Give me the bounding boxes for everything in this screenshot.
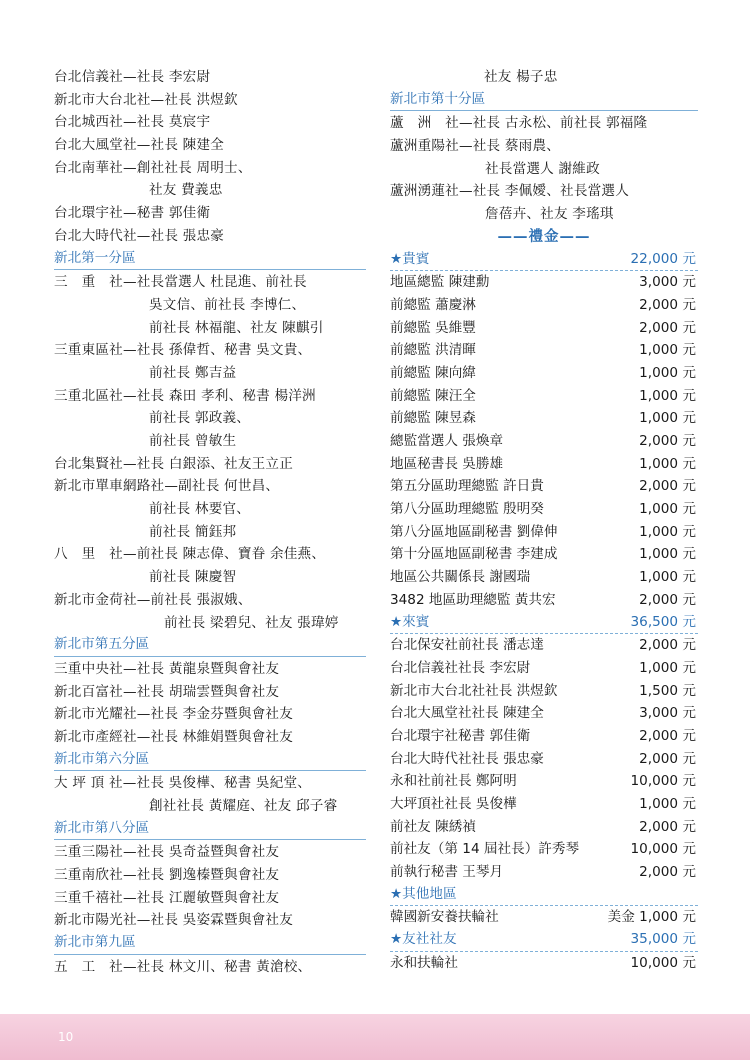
- donor-name: 前總監 陳昱森: [390, 410, 476, 427]
- gift-section-total: 36,500 元: [630, 613, 696, 630]
- donation-amount: 1,000 元: [639, 342, 696, 359]
- text-line: 前社長 簡鈺邦: [149, 523, 237, 540]
- gift-section-total: 22,000 元: [630, 250, 696, 267]
- donation-amount: 1,000 元: [639, 796, 696, 812]
- footer-band: [0, 1014, 750, 1060]
- donor-name: 地區總監 陳建勳: [390, 274, 490, 291]
- donation-row: [390, 543, 698, 566]
- text-line: 三重千禧社—社長 江麗敏暨與會社友: [54, 889, 280, 906]
- donor-name: 永和社前社長 鄭阿明: [390, 773, 517, 790]
- gift-section-heading: [390, 884, 698, 907]
- text-line: 新北市大台北社—社長 洪煜欽: [54, 91, 238, 108]
- donor-name: 永和扶輪社: [390, 954, 458, 971]
- donation-row: [390, 385, 698, 408]
- donation-amount: 2,000 元: [639, 591, 696, 608]
- gift-section-title: ★貴賓: [390, 250, 430, 267]
- donation-row: [390, 770, 698, 793]
- text-line: 新北市金荷社—前社長 張淑娥、: [54, 591, 252, 608]
- donation-amount: 1,000 元: [639, 410, 696, 427]
- donor-name: 前總監 蕭慶淋: [390, 296, 476, 313]
- gift-section-title: ★其他地區: [390, 885, 457, 902]
- text-line: 三重三陽社—社長 吳奇益暨與會社友: [54, 844, 280, 861]
- gift-section-heading: [390, 249, 698, 272]
- donation-row: [390, 430, 698, 453]
- donation-amount: 1,000 元: [639, 501, 696, 518]
- donation-row: [390, 838, 698, 861]
- donor-name: 台北大時代社社長 張忠豪: [390, 750, 544, 767]
- donation-amount: 1,000 元: [639, 523, 696, 540]
- page-number: 10: [58, 1030, 74, 1044]
- donation-amount: 2,000 元: [639, 750, 696, 767]
- text-line: 蘆 洲 社—社長 古永松、前社長 郭福隆: [390, 115, 648, 132]
- donor-name: 台北環宇社秘書 郭佳衛: [390, 727, 531, 744]
- text-line: 台北信義社—社長 李宏尉: [54, 69, 211, 85]
- text-line: 吳文信、前社長 李博仁、: [149, 296, 306, 313]
- donation-row: [390, 861, 698, 884]
- text-line: 前社長 鄭吉益: [149, 364, 237, 381]
- text-line: 五 工 社—社長 林文川、秘書 黃滄校、: [54, 958, 312, 975]
- donor-name: 前總監 陳向緯: [390, 364, 476, 381]
- text-line: 社友 楊子忠: [484, 69, 558, 85]
- donation-amount: 2,000 元: [639, 637, 696, 654]
- donation-row: [390, 498, 698, 521]
- donor-name: 前總監 陳汪全: [390, 387, 476, 404]
- donor-name: 3482 地區助理總監 黃共宏: [390, 591, 556, 608]
- gift-section-title: ★友社社友: [390, 931, 457, 948]
- donor-name: 第八分區地區副秘書 劉偉伸: [390, 523, 558, 540]
- donation-amount: 10,000 元: [630, 841, 696, 858]
- donation-row: [390, 453, 698, 476]
- donor-name: 韓國新安養扶輪社: [390, 909, 499, 926]
- text-line: 前社長 林福龍、社友 陳麒引: [149, 319, 324, 336]
- section-heading: 新北市第九區: [54, 932, 366, 955]
- donation-row: [390, 362, 698, 385]
- donation-amount: 10,000 元: [630, 954, 696, 971]
- donation-amount: 1,000 元: [639, 364, 696, 381]
- section-heading: 新北第一分區: [54, 248, 366, 271]
- text-line: 三重中央社—社長 黃龍泉暨與會社友: [54, 660, 280, 677]
- text-line: 新北市單車網路社—副社長 何世昌、: [54, 478, 280, 495]
- text-line: 台北城西社—社長 莫宸宇: [54, 114, 211, 131]
- text-line: 蘆洲重陽社—社長 蔡雨農、: [390, 138, 561, 155]
- gift-section-title: ★來賓: [390, 613, 430, 630]
- donation-amount: 3,000 元: [639, 705, 696, 722]
- donation-amount: 2,000 元: [639, 864, 696, 881]
- donation-amount: 10,000 元: [630, 773, 696, 790]
- text-line: 台北南華社—創社社長 周明士、: [54, 159, 252, 176]
- donation-row: [390, 793, 698, 816]
- text-line: 三 重 社—社長當選人 杜昆進、前社長: [54, 274, 307, 291]
- donation-amount: 2,000 元: [639, 296, 696, 313]
- donor-name: 地區秘書長 吳勝雄: [390, 455, 504, 472]
- donation-amount: 1,000 元: [639, 387, 696, 404]
- donation-row: [390, 906, 698, 929]
- text-line: 台北集賢社—社長 白銀添、社友王立正: [54, 455, 294, 472]
- text-line: 蘆洲湧蓮社—社長 李佩嬡、社長當選人: [390, 183, 630, 200]
- donation-amount: 3,000 元: [639, 274, 696, 291]
- donor-name: 前總監 吳維豐: [390, 319, 476, 336]
- donation-amount: 1,500 元: [639, 682, 696, 699]
- text-line: 新北市光耀社—社長 李金芬暨與會社友: [54, 706, 294, 723]
- donation-row: [390, 816, 698, 839]
- text-line: 三重東區社—社長 孫偉哲、秘書 吳文貴、: [54, 342, 312, 359]
- text-line: 前社長 曾敏生: [149, 433, 237, 449]
- text-line: 前社長 郭政義、: [149, 410, 251, 427]
- donation-row: [390, 748, 698, 771]
- section-heading: 新北市第六分區: [54, 749, 366, 772]
- text-line: 社長當選人 謝維政: [485, 160, 600, 177]
- donation-row: [390, 566, 698, 589]
- text-line: 大 坪 頂 社—社長 吳俊樺、秘書 吳紀堂、: [54, 775, 312, 792]
- donation-amount: 2,000 元: [639, 727, 696, 744]
- text-line: 創社社長 黃耀庭、社友 邱子睿: [149, 798, 338, 814]
- text-line: 前社長 陳慶智: [149, 569, 237, 586]
- donor-name: 大坪頂社社長 吳俊樺: [390, 796, 517, 812]
- donation-amount: 2,000 元: [639, 818, 696, 835]
- text-line: 社友 費義忠: [149, 182, 223, 199]
- donor-name: 前社友（第 14 屆社長）許秀琴: [390, 841, 580, 858]
- left-column: [54, 66, 366, 979]
- donation-row: [390, 475, 698, 498]
- gift-title: ——禮金——: [497, 228, 591, 245]
- donation-row: [390, 271, 698, 294]
- text-line: 新北市陽光社—社長 吳姿霖暨與會社友: [54, 912, 294, 929]
- donor-name: 第十分區地區副秘書 李建成: [390, 546, 558, 563]
- donor-name: 前總監 洪清暉: [390, 342, 476, 359]
- right-column: [390, 66, 698, 975]
- donor-name: 第八分區助理總監 殷明癸: [390, 501, 544, 518]
- donation-row: [390, 317, 698, 340]
- donor-name: 新北市大台北社社長 洪煜欽: [390, 682, 558, 699]
- text-line: 三重北區社—社長 森田 孝利、秘書 楊洋洲: [54, 387, 316, 404]
- text-line: 前社長 林要官、: [149, 501, 251, 518]
- donor-name: 總監當選人 張煥章: [390, 433, 504, 449]
- section-heading: 新北市第八分區: [54, 818, 366, 841]
- donation-amount: 2,000 元: [639, 433, 696, 449]
- donor-name: 第五分區助理總監 許日貴: [390, 478, 544, 495]
- text-line: 詹蓓卉、社友 李瑤琪: [485, 206, 614, 223]
- donation-row: [390, 702, 698, 725]
- donation-row: [390, 634, 698, 657]
- donation-row: [390, 725, 698, 748]
- text-line: 新北市產經社—社長 林維娟暨與會社友: [54, 728, 294, 745]
- donation-row: [390, 952, 698, 975]
- text-line: 台北大時代社—社長 張忠豪: [54, 227, 225, 244]
- section-heading: 新北市第五分區: [54, 634, 366, 657]
- donation-amount: 1,000 元: [639, 455, 696, 472]
- donation-row: [390, 294, 698, 317]
- donation-row: [390, 657, 698, 680]
- donation-amount: 2,000 元: [639, 319, 696, 336]
- donor-name: 地區公共關係長 謝國瑞: [390, 569, 531, 586]
- donor-name: 前社友 陳綉禎: [390, 818, 476, 835]
- text-line: 台北大風堂社—社長 陳建全: [54, 137, 225, 154]
- donation-row: [390, 407, 698, 430]
- donor-name: 台北保安社前社長 潘志達: [390, 637, 544, 654]
- gift-section-heading: [390, 929, 698, 952]
- gift-section-total: 35,000 元: [630, 931, 696, 948]
- donation-amount: 1,000 元: [639, 659, 696, 676]
- text-line: 八 里 社—前社長 陳志偉、寶眷 余佳燕、: [54, 546, 326, 563]
- donor-name: 台北信義社社長 李宏尉: [390, 659, 531, 676]
- text-line: 前社長 梁碧兒、社友 張瑋婷: [164, 614, 339, 631]
- donation-amount: 1,000 元: [639, 546, 696, 563]
- section-heading: 新北市第十分區: [390, 89, 698, 112]
- text-line: 三重南欣社—社長 劉逸榛暨與會社友: [54, 867, 280, 884]
- donation-row: [390, 339, 698, 362]
- donation-amount: 2,000 元: [639, 478, 696, 495]
- gift-section-total: [696, 884, 698, 906]
- donation-amount: 1,000 元: [639, 569, 696, 586]
- donation-row: [390, 521, 698, 544]
- donor-name: 台北大風堂社社長 陳建全: [390, 705, 544, 722]
- text-line: 台北環宇社—秘書 郭佳衛: [54, 205, 211, 222]
- donation-row: [390, 589, 698, 612]
- donor-name: 前執行秘書 王琴月: [390, 864, 504, 881]
- gift-section-heading: [390, 612, 698, 635]
- donation-amount: 美金 1,000 元: [607, 909, 696, 926]
- donation-row: [390, 680, 698, 703]
- text-line: 新北百富社—社長 胡瑞雲暨與會社友: [54, 683, 280, 700]
